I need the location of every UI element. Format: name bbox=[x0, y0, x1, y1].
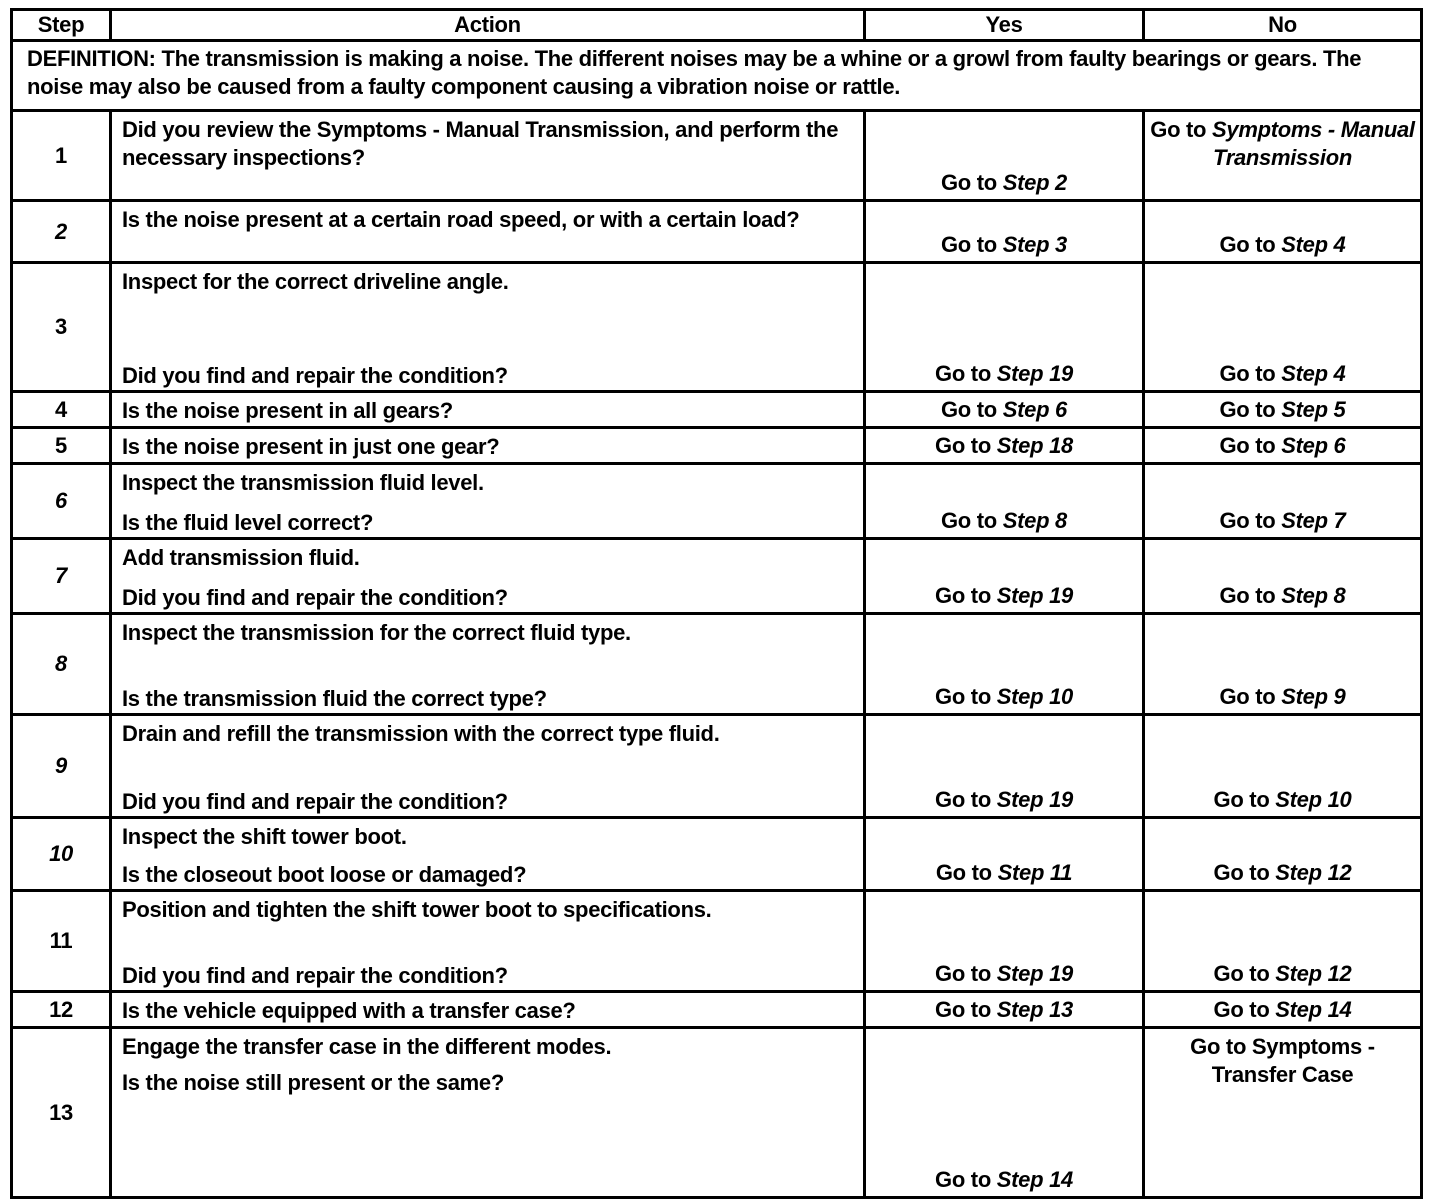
no-target: Step 7 bbox=[1281, 508, 1346, 533]
go-to-label: Go to bbox=[935, 684, 991, 709]
go-to-label: Go to bbox=[1219, 232, 1276, 257]
action-cell bbox=[111, 428, 865, 464]
no-cell bbox=[1144, 428, 1422, 464]
no-cell bbox=[1144, 111, 1422, 201]
go-to-label: Go to bbox=[935, 787, 991, 812]
action-text: Is the vehicle equipped with a transfer case? bbox=[122, 998, 576, 1023]
action-cell bbox=[111, 891, 865, 992]
step-number: 8 bbox=[12, 614, 111, 715]
yes-target: Step 19 bbox=[996, 361, 1073, 386]
header-step: Step bbox=[12, 10, 111, 41]
step-number: 5 bbox=[12, 428, 111, 464]
yes-cell bbox=[865, 539, 1144, 614]
yes-target: Step 13 bbox=[996, 997, 1073, 1022]
action-text: Inspect for the correct driveline angle. bbox=[122, 269, 509, 294]
action-cell bbox=[111, 392, 865, 428]
action-cell bbox=[111, 614, 865, 715]
step-number: 2 bbox=[12, 201, 111, 263]
yes-cell bbox=[865, 201, 1144, 263]
yes-cell bbox=[865, 715, 1144, 818]
no-cell bbox=[1144, 614, 1422, 715]
action-text: Is the noise present at a certain road speed, or with a certain load? bbox=[122, 207, 800, 232]
go-to-label: Go to bbox=[941, 397, 997, 422]
action-question: Is the noise still present or the same? bbox=[122, 1070, 504, 1095]
yes-cell bbox=[865, 263, 1144, 392]
no-target: Step 5 bbox=[1281, 397, 1346, 422]
yes-target: Step 19 bbox=[996, 583, 1073, 608]
table-row bbox=[12, 111, 1422, 201]
action-text: Inspect the shift tower boot. bbox=[122, 824, 407, 849]
go-to-label: Go to bbox=[1213, 787, 1270, 812]
no-target: Step 6 bbox=[1281, 433, 1346, 458]
action-cell bbox=[111, 1028, 865, 1198]
yes-target: Step 19 bbox=[996, 961, 1073, 986]
no-target: Step 4 bbox=[1281, 361, 1346, 386]
step-number: 11 bbox=[12, 891, 111, 992]
table-row bbox=[12, 464, 1422, 539]
go-to-label: Go to bbox=[1219, 433, 1276, 458]
action-text: Inspect the transmission for the correct fluid type. bbox=[122, 620, 631, 645]
go-to-label: Go to bbox=[1213, 860, 1270, 885]
table-row bbox=[12, 1028, 1422, 1198]
go-to-label: Go to bbox=[935, 361, 991, 386]
no-cell bbox=[1144, 1028, 1422, 1198]
step-number: 13 bbox=[12, 1028, 111, 1198]
no-cell bbox=[1144, 818, 1422, 891]
action-text: Inspect the transmission fluid level. bbox=[122, 470, 484, 495]
action-question: Is the closeout boot loose or damaged? bbox=[122, 862, 527, 887]
action-text: Is the noise present in all gears? bbox=[122, 398, 453, 423]
table-row bbox=[12, 263, 1422, 392]
action-question: Is the fluid level correct? bbox=[122, 510, 374, 535]
diagnostic-table-page bbox=[10, 8, 1420, 1199]
go-to-label: Go to bbox=[935, 433, 991, 458]
yes-target: Step 19 bbox=[996, 787, 1073, 812]
step-number: 9 bbox=[12, 715, 111, 818]
step-number: 10 bbox=[12, 818, 111, 891]
go-to-label: Go to bbox=[1219, 361, 1276, 386]
table-row bbox=[12, 539, 1422, 614]
yes-cell bbox=[865, 111, 1144, 201]
table-row bbox=[12, 818, 1422, 891]
action-question: Did you find and repair the condition? bbox=[122, 585, 508, 610]
yes-cell bbox=[865, 428, 1144, 464]
go-to-label: Go to bbox=[1219, 508, 1276, 533]
action-cell bbox=[111, 464, 865, 539]
header-row bbox=[12, 10, 1422, 41]
yes-cell bbox=[865, 392, 1144, 428]
yes-target: Step 14 bbox=[996, 1167, 1073, 1192]
step-number: 1 bbox=[12, 111, 111, 201]
go-to-label: Go to bbox=[941, 232, 997, 257]
no-target: Symptoms - Manual Transmission bbox=[1212, 117, 1415, 170]
no-target: Step 8 bbox=[1281, 583, 1346, 608]
yes-cell bbox=[865, 464, 1144, 539]
no-cell bbox=[1144, 464, 1422, 539]
no-cell bbox=[1144, 715, 1422, 818]
go-to-label: Go to bbox=[1219, 684, 1276, 709]
header-yes: Yes bbox=[865, 10, 1144, 41]
action-cell bbox=[111, 992, 865, 1028]
no-cell bbox=[1144, 992, 1422, 1028]
yes-target: Step 8 bbox=[1002, 508, 1067, 533]
no-text: Go to Symptoms - Transfer Case bbox=[1190, 1034, 1375, 1087]
table-row bbox=[12, 715, 1422, 818]
table-row bbox=[12, 428, 1422, 464]
action-question: Did you find and repair the condition? bbox=[122, 789, 508, 814]
no-target: Step 12 bbox=[1275, 860, 1352, 885]
action-text: Engage the transfer case in the different modes. bbox=[122, 1034, 612, 1059]
no-cell bbox=[1144, 891, 1422, 992]
go-to-label: Go to bbox=[935, 1167, 991, 1192]
go-to-label: Go to bbox=[941, 508, 997, 533]
action-cell bbox=[111, 263, 865, 392]
action-cell bbox=[111, 539, 865, 614]
no-cell bbox=[1144, 263, 1422, 392]
table-row bbox=[12, 614, 1422, 715]
no-target: Step 9 bbox=[1281, 684, 1346, 709]
header-no: No bbox=[1144, 10, 1422, 41]
step-number: 3 bbox=[12, 263, 111, 392]
action-text: Did you review the Symptoms - Manual Transmission, and perform the necessary inspections? bbox=[122, 117, 839, 170]
yes-target: Step 18 bbox=[996, 433, 1073, 458]
action-cell bbox=[111, 818, 865, 891]
action-text: Is the noise present in just one gear? bbox=[122, 434, 500, 459]
go-to-label: Go to bbox=[1219, 583, 1276, 608]
no-cell bbox=[1144, 392, 1422, 428]
diagnostic-table bbox=[10, 8, 1423, 1199]
go-to-label: Go to bbox=[1213, 961, 1270, 986]
action-text: Position and tighten the shift tower boot to specifications. bbox=[122, 897, 712, 922]
go-to-label: Go to bbox=[941, 170, 997, 195]
yes-cell bbox=[865, 992, 1144, 1028]
no-cell bbox=[1144, 201, 1422, 263]
go-to-label: Go to bbox=[935, 997, 991, 1022]
go-to-label: Go to bbox=[935, 860, 992, 885]
yes-cell bbox=[865, 818, 1144, 891]
table-row bbox=[12, 201, 1422, 263]
yes-target: Step 3 bbox=[1002, 232, 1067, 257]
table-row bbox=[12, 891, 1422, 992]
no-target: Step 4 bbox=[1281, 232, 1346, 257]
no-target: Step 10 bbox=[1275, 787, 1352, 812]
table-row bbox=[12, 392, 1422, 428]
yes-cell bbox=[865, 1028, 1144, 1198]
action-question: Did you find and repair the condition? bbox=[122, 963, 508, 988]
yes-target: Step 10 bbox=[996, 684, 1073, 709]
no-target: Step 12 bbox=[1275, 961, 1352, 986]
action-cell bbox=[111, 201, 865, 263]
yes-target: Step 11 bbox=[997, 860, 1073, 885]
step-number: 6 bbox=[12, 464, 111, 539]
definition-row bbox=[12, 41, 1422, 111]
action-cell bbox=[111, 111, 865, 201]
step-number: 4 bbox=[12, 392, 111, 428]
go-to-label: Go to bbox=[1150, 117, 1207, 142]
yes-cell bbox=[865, 614, 1144, 715]
action-text: Drain and refill the transmission with the correct type fluid. bbox=[122, 721, 720, 746]
no-target: Step 14 bbox=[1275, 997, 1352, 1022]
go-to-label: Go to bbox=[935, 961, 991, 986]
step-number: 7 bbox=[12, 539, 111, 614]
yes-target: Step 2 bbox=[1002, 170, 1067, 195]
no-cell bbox=[1144, 539, 1422, 614]
action-question: Is the transmission fluid the correct type? bbox=[122, 686, 547, 711]
yes-cell bbox=[865, 891, 1144, 992]
definition-text: DEFINITION: The transmission is making a noise. The different noises may be a whine or a growl from faulty bearings or gears. The noise may also be caused from a faulty component causing a vibration noise or rattle. bbox=[12, 41, 1422, 111]
header-action: Action bbox=[111, 10, 865, 41]
go-to-label: Go to bbox=[935, 583, 991, 608]
action-question: Did you find and repair the condition? bbox=[122, 363, 508, 388]
go-to-label: Go to bbox=[1219, 397, 1276, 422]
table-row bbox=[12, 992, 1422, 1028]
go-to-label: Go to bbox=[1213, 997, 1270, 1022]
action-cell bbox=[111, 715, 865, 818]
yes-target: Step 6 bbox=[1002, 397, 1067, 422]
step-number: 12 bbox=[12, 992, 111, 1028]
action-text: Add transmission fluid. bbox=[122, 545, 360, 570]
